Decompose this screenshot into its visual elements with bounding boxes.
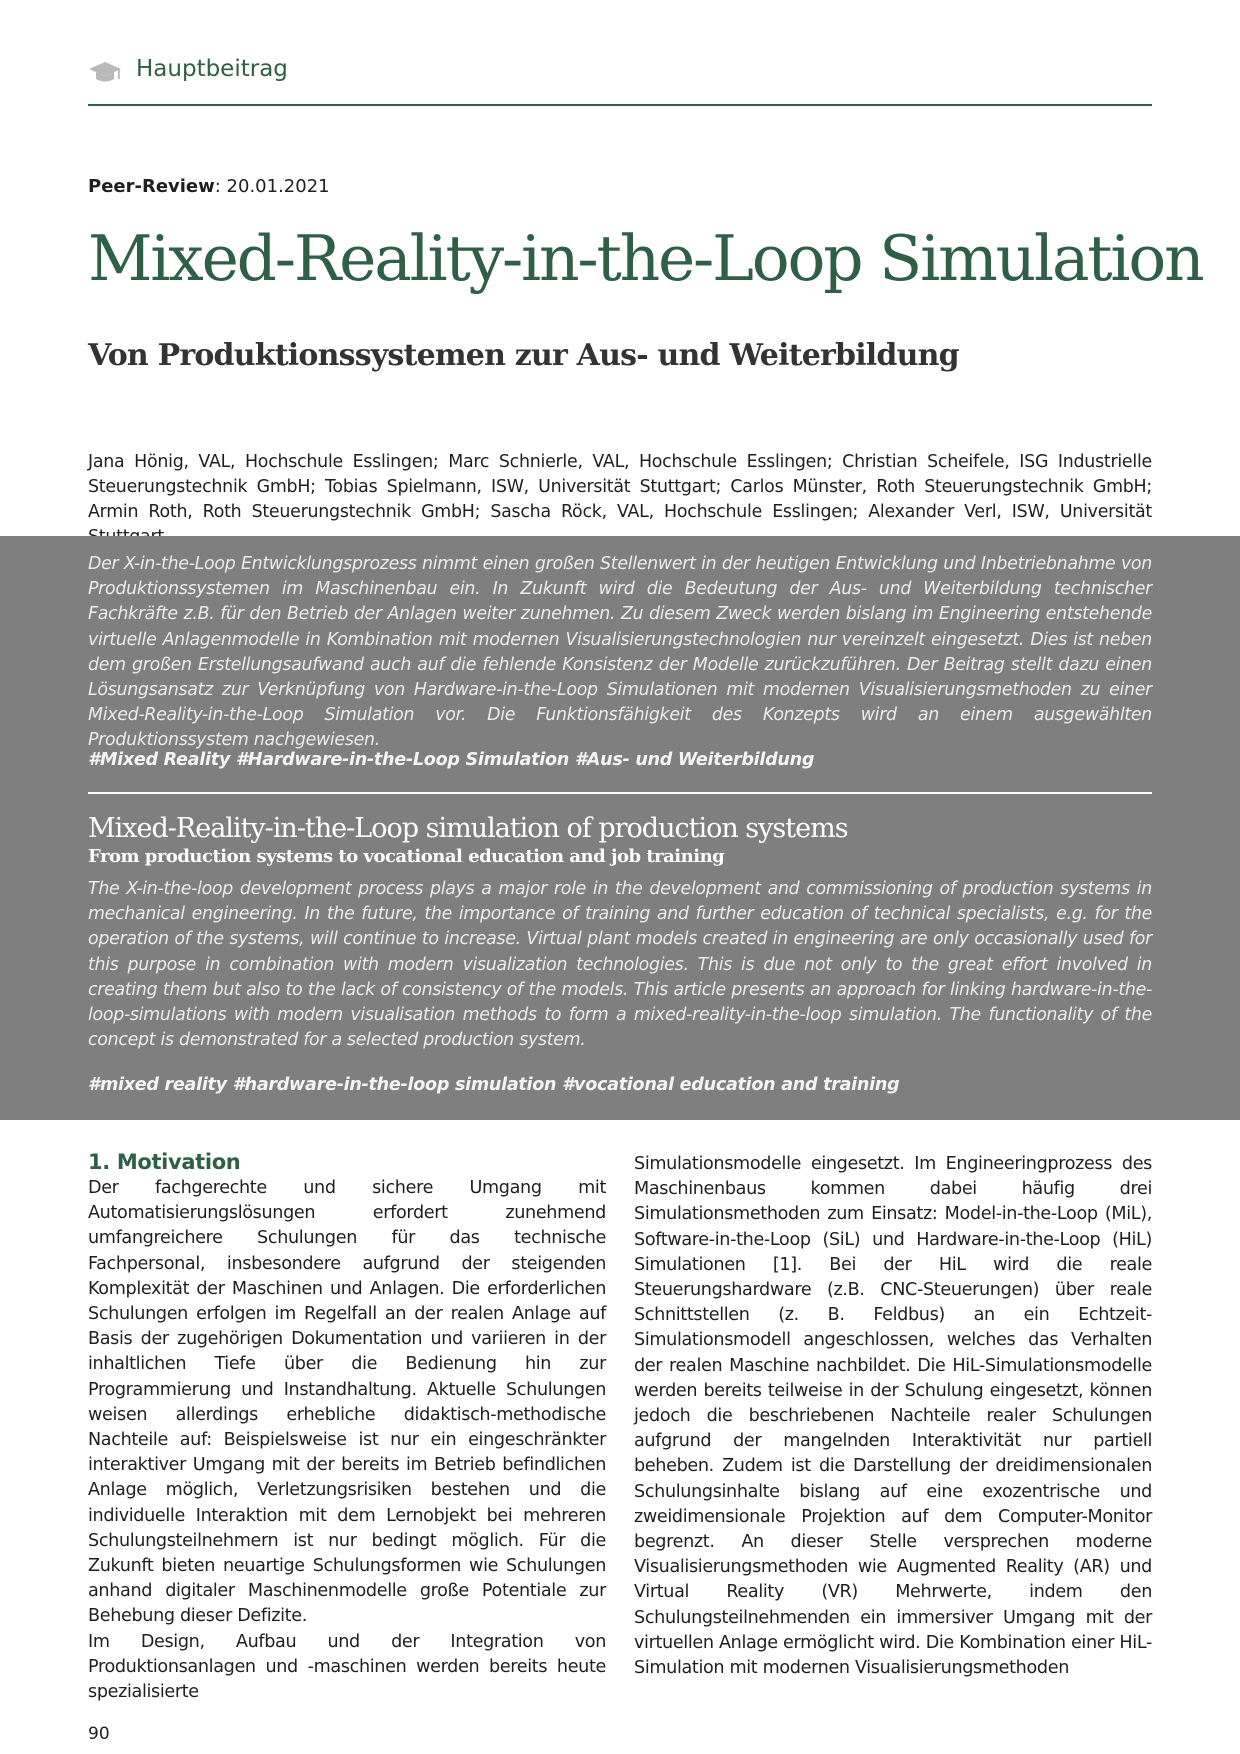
english-subtitle: From production systems to vocational education and job training [88, 846, 725, 867]
abstract-german: Der X-in-the-Loop Entwicklungsprozess nimmt einen großen Stellenwert in der heutigen Entwicklung und Inbetriebnahme von Produktionssystemen im Maschinenbau ein. In Zukunft wird die Bedeutung der Aus- und Weiterbildung technischer Fachkräfte z.B. für den Betrieb der Anlagen weiter zunehmen. Zu diesem Zweck werden bislang im Engineering entstehende virtuelle Anlagenmodelle in Kombination mit modernen Visualisierungstechnologien nur vereinzelt eingesetzt. Dies ist neben dem großen Erstellungsaufwand auch auf die fehlende Konsistenz der Modelle zurückzuführen. Der Beitrag stellt dazu einen Lösungsansatz zur Verknüpfung von Hardware-in-the-Loop Simulationen mit modernen Visualisierungsmethoden zu einer Mixed-Reality-in-the-Loop Simulation vor. Die Funktionsfähigkeit des Konzepts wird an einem ausgewählten Produktionssystem nachgewiesen. [88, 554, 1152, 751]
article-title: Mixed-Reality-in-the-Loop Simulation [88, 222, 1203, 295]
author-list: Jana Hönig, VAL, Hochschule Esslingen; Marc Schnierle, VAL, Hochschule Esslingen; Christian Scheifele, ISG Industrielle Steuerungstechnik GmbH; Tobias Spielmann, ISW, Universität Stuttgart; Carlos Münster, Roth Steuerungstechnik GmbH; Armin Roth, Roth Steuerungstechnik GmbH; Sascha Röck, VAL, Hochschule Esslingen; Alexander Verl, ISW, Universität [88, 452, 1152, 522]
article-subtitle: Von Produktionssystemen zur Aus- und Weiterbildung [88, 338, 959, 373]
keywords-english: #mixed reality #hardware-in-the-loop simulation #vocational education and training [88, 1075, 900, 1095]
peer-review-date: : 20.01.2021 [214, 176, 330, 197]
body-column-left [88, 1148, 606, 1705]
keywords-german: #Mixed Reality #Hardware-in-the-Loop Simulation #Aus- und Weiterbildung [88, 750, 815, 770]
peer-review-line [88, 176, 330, 197]
paragraph: Im Design, Aufbau und der Integration von Produktionsanlagen und -maschinen werden bereits heute spezialisierte [88, 1631, 606, 1703]
page-number: 90 [88, 1724, 110, 1744]
section-heading-motivation: 1. Motivation [88, 1150, 241, 1174]
abstract-english: The X-in-the-loop development process plays a major role in the development and commissioning of production systems in mechanical engineering. In the future, the importance of training and further education of technical specialists, e.g. for the operation of the systems, will continue to increase. Virtual plant models created in engineering are only occasionally used for this purpose in combination with modern visualization technologies. This is due not only to the great effort involved in creating them but also to the lack of consistency of the models. This article presents an approach for linking hardware-in-the-loop-simulations with modern visualisation methods to form a mixed-reality-in-the-loop simulation. The functionality of the concept is demonstrated for a selected production system. [88, 879, 1152, 1051]
abstract-divider [88, 792, 1152, 794]
paragraph: Der fachgerechte und sichere Umgang mit Automatisierungslösungen erfordert zunehmend umfangreichere Schulungen für das technische Fachpersonal, insbesondere aufgrund der steigenden Komplexität der Maschinen und Anlagen. Die erforderlichen Schulungen erfolgen im Regelfall an der realen Anlage auf Basis der zugehörigen Dokumentation und variieren in der inhaltlichen Tiefe über die Bedienung hin zur Programmierung und Instandhaltung. Aktuelle Schulungen weisen allerdings erhebliche didaktisch-methodische Nachteile auf: Beispielsweise ist nur ein eingeschränkter interaktiver Umgang mit der bereits im Betrieb befindlichen Anlage möglich, Verletzungsrisiken bestehen und die individuelle Interaktion mit dem Lernobjekt bei mehreren Schulungsteilnehmern ist nur bedingt möglich. Für die Zukunft bieten neuartige Schulungsformen wie Schulungen anhand digitaler Maschinenmodelle große Potentiale zur Behebung dieser Defizite. [88, 1178, 606, 1627]
body-column-right [634, 1152, 1152, 1681]
graduation-cap-icon [88, 60, 122, 84]
paragraph: Simulationsmodelle eingesetzt. Im Engineeringprozess des Maschinenbaus kommen dabei häufig drei Simulationsmethoden zum Einsatz: Model-in-the-Loop (MiL), Software-in-the-Loop (SiL) und Hardware-in-the-Loop (HiL) Simulationen [1]. Bei der HiL wird die reale Steuerungshardware (z.B. CNC-Steuerungen) über reale Schnittstellen (z. B. Feldbus) an ein Echtzeit-Simulationsmodell angeschlossen, welches das Verhalten der realen Maschine nachbildet. Die HiL-Simulationsmodelle werden bereits teilweise in der Schulung eingesetzt, können jedoch die beschriebenen Nachteile realer Schulungen aufgrund der mangelnden Interaktivität nur partiell beheben. Zudem ist die Darstellung der dreidimensionalen Schulungsinhalte bislang auf eine exozentrische und zweidimensionale Projektion auf dem Computer-Monitor begrenzt. An dieser Stelle versprechen moderne Visualisierungsmethoden wie Augmented Reality (AR) und Virtual Reality (VR) Mehrwerte, indem den Schulungsteilnehmenden ein immersiver Umgang mit der virtuellen Anlage ermöglicht wird. Die Kombination einer HiL-Simulation mit modernen Visualisierungsmethoden [634, 1154, 1152, 1679]
section-label: Hauptbeitrag [136, 56, 288, 82]
peer-review-label: Peer-Review [88, 176, 215, 197]
section-header [88, 54, 1152, 106]
english-title: Mixed-Reality-in-the-Loop simulation of production systems [88, 813, 848, 844]
